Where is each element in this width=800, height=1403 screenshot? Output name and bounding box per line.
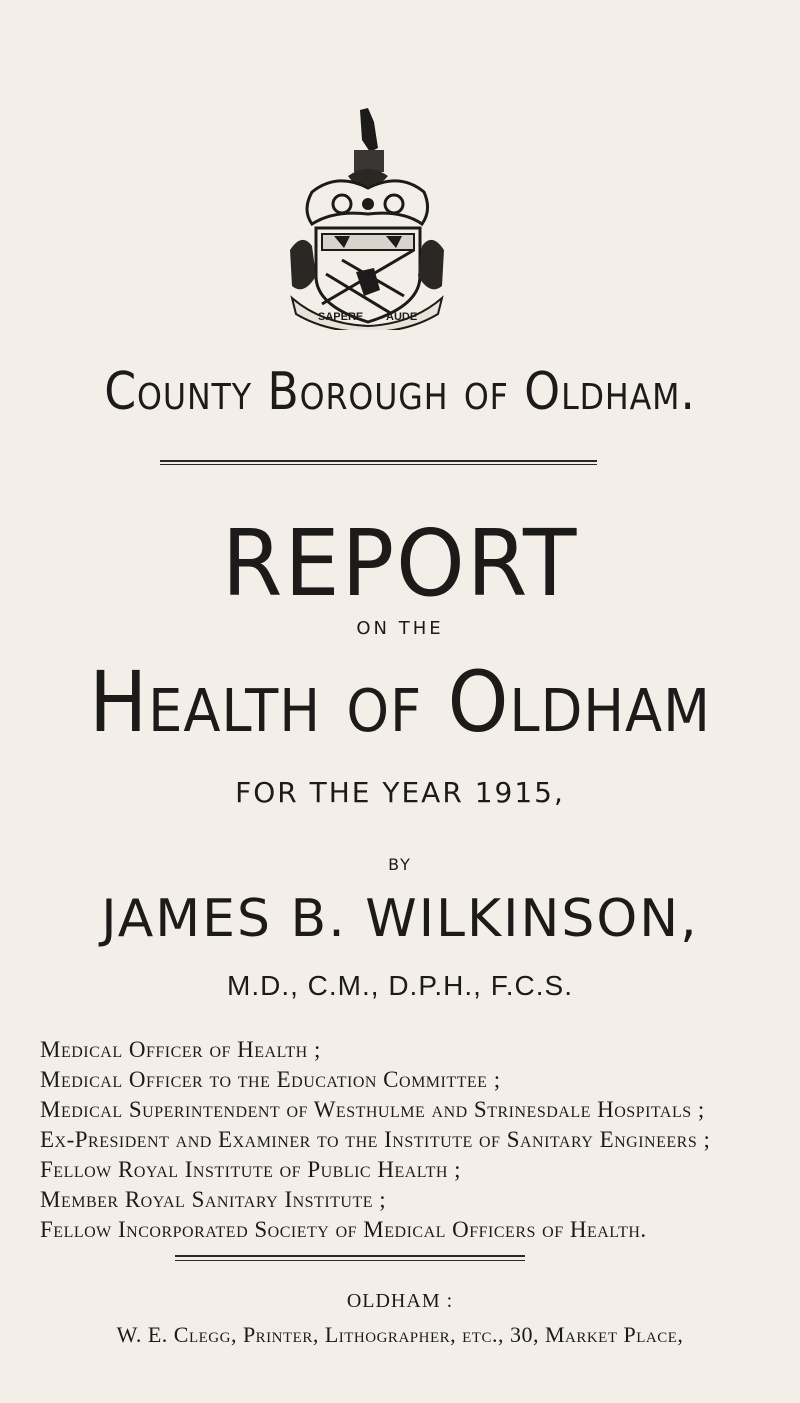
footer-divider-rule-thin [175, 1260, 525, 1261]
title-item: Ex-President and Examiner to the Institute of Sanitary Engineers ; [40, 1127, 711, 1152]
year-line: FOR THE YEAR 1915, [235, 776, 565, 809]
printer-line: W. E. Clegg, Printer, Lithographer, etc., 30, Market Place, [116, 1322, 684, 1347]
svg-text:AUDE: AUDE [386, 311, 418, 323]
divider-rule-thin [160, 464, 597, 465]
author-titles-list [40, 1035, 710, 1245]
title-item: Medical Officer of Health ; [40, 1037, 321, 1062]
title-item: Member Royal Sanitary Institute ; [40, 1187, 387, 1212]
coat-of-arms-icon [282, 100, 452, 330]
svg-text:SAPERE: SAPERE [318, 311, 364, 323]
by-label: BY [388, 855, 412, 874]
title-item: Fellow Incorporated Society of Medical Officers of Health. [40, 1217, 647, 1242]
report-title: REPORT [221, 510, 579, 617]
borough-heading: County Borough of Oldham. [104, 362, 696, 422]
place-label: OLDHAM : [346, 1290, 454, 1312]
divider-rule [160, 460, 597, 462]
title-item: Fellow Royal Institute of Public Health ; [40, 1157, 462, 1182]
author-degrees: M.D., C.M., D.P.H., F.C.S. [227, 970, 573, 1001]
footer-divider-rule [175, 1255, 525, 1257]
author-name: JAMES B. WILKINSON, [101, 889, 699, 949]
subject-title: Health of Oldham [89, 653, 711, 751]
on-the-label: ON THE [356, 618, 444, 639]
title-item: Medical Superintendent of Westhulme and Strinesdale Hospitals ; [40, 1097, 705, 1122]
title-item: Medical Officer to the Education Committee ; [40, 1067, 501, 1092]
